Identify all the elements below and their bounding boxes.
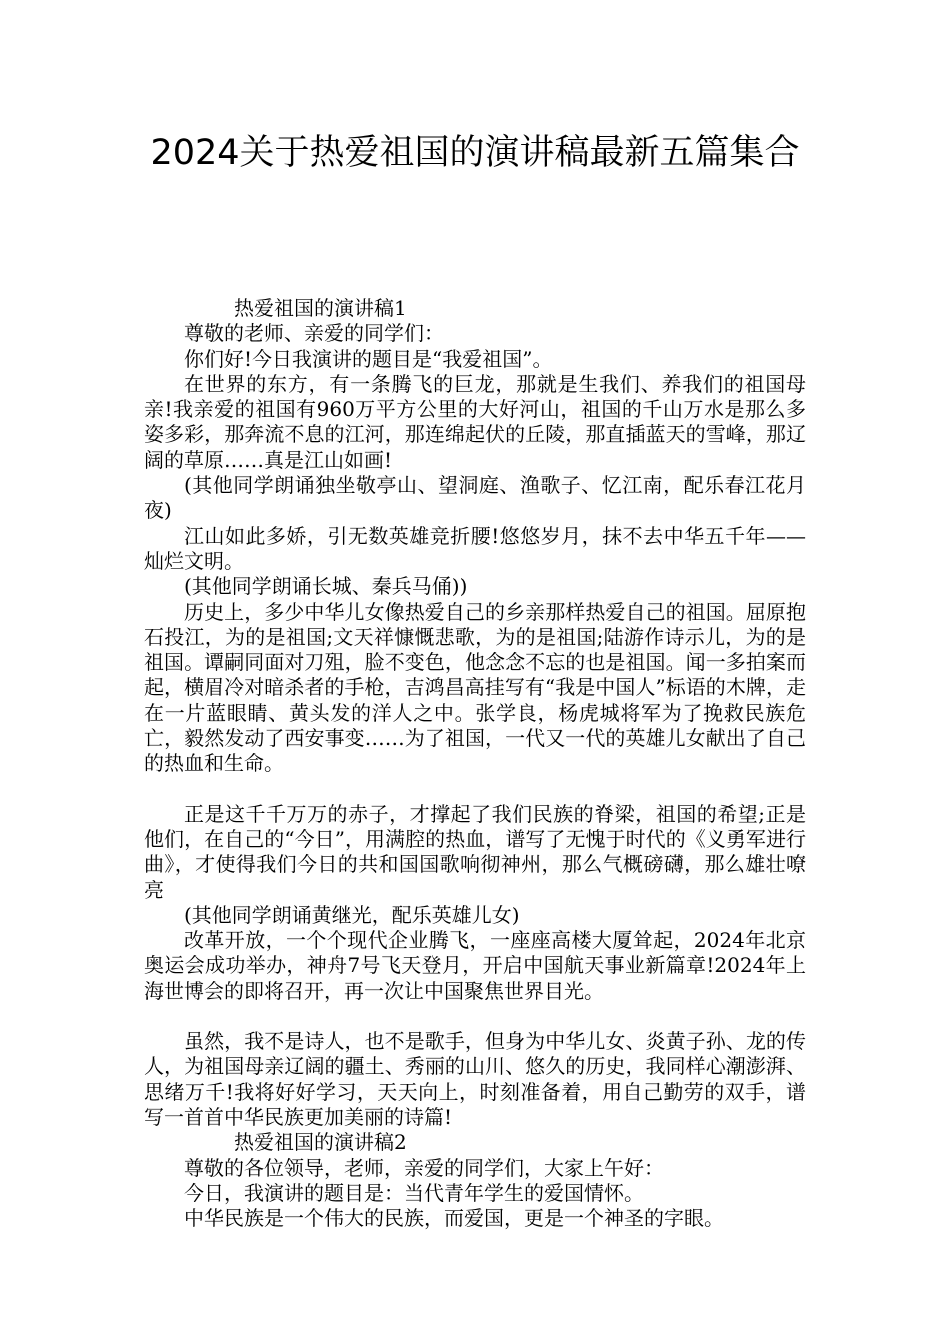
paragraph: 江山如此多娇，引无数英雄竞折腰!悠悠岁月，抹不去中华五千年——灿烂文明。: [144, 523, 806, 573]
paragraph: (其他同学朗诵长城、秦兵马俑)): [184, 574, 468, 599]
blank-line: [144, 777, 806, 802]
paragraph: (其他同学朗诵独坐敬亭山、望洞庭、渔歌子、忆江南，配乐春江花月夜): [144, 473, 806, 523]
salutation-2: 尊敬的各位领导，老师，亲爱的同学们，大家上午好：: [184, 1155, 664, 1180]
section-heading-2: 热爱祖国的演讲稿2: [234, 1130, 407, 1155]
paragraph: 改革开放，一个个现代企业腾飞，一座座高楼大厦耸起，2024年北京奥运会成功举办，神舟7号飞天登月，开启中国航天事业新篇章!2024年上海世博会的即将召开，再一次让中国聚焦世界目光。: [144, 928, 806, 1003]
blank-line: [144, 1004, 806, 1029]
paragraph: 历史上，多少中华儿女像热爱自己的乡亲那样热爱自己的祖国。屈原抱石投江，为的是祖国;文天祥慷慨悲歌，为的是祖国;陆游作诗示儿，为的是祖国。谭嗣同面对刀殂，脸不变色，他念念不忘的也是祖国。闻一多拍案而起，横眉冷对暗杀者的手枪，吉鸿昌高挂写有“我是中国人”标语的木牌，走在一片蓝眼睛、黄头发的洋人之中。张学良，杨虎城将军为了挽救民族危亡，毅然发动了西安事变……为了祖国，一代又一代的英雄儿女献出了自己的热血和生命。: [144, 599, 806, 776]
paragraph: 你们好!今日我演讲的题目是“我爱祖国”。: [184, 346, 553, 371]
paragraph: 今日，我演讲的题目是：当代青年学生的爱国情怀。: [184, 1180, 644, 1205]
salutation-1: 尊敬的老师、亲爱的同学们：: [184, 321, 444, 346]
paragraph: 在世界的东方，有一条腾飞的巨龙，那就是生我们、养我们的祖国母亲!我亲爱的祖国有960万平方公里的大好河山，祖国的千山万水是那么多姿多彩，那奔流不息的江河，那连绵起伏的丘陵，那直插蓝天的雪峰，那辽阔的草原……真是江山如画!: [144, 371, 806, 472]
paragraph: 正是这千千万万的赤子，才撑起了我们民族的脊梁，祖国的希望;正是他们，在自己的“今日”，用满腔的热血，谱写了无愧于时代的《义勇军进行曲》，才使得我们今日的共和国国歌响彻神州，那么气概磅礴，那么雄壮嘹亮: [144, 801, 806, 902]
paragraph: (其他同学朗诵黄继光，配乐英雄儿女): [184, 902, 520, 927]
document-title: 2024关于热爱祖国的演讲稿最新五篇集合: [150, 133, 800, 173]
paragraph: 虽然，我不是诗人，也不是歌手，但身为中华儿女、炎黄子孙、龙的传人，为祖国母亲辽阔的疆土、秀丽的山川、悠久的历史，我同样心潮澎湃、思绪万千!我将好好学习，天天向上，时刻准备着，用自己勤劳的双手，谱写一首首中华民族更加美丽的诗篇!: [144, 1029, 806, 1129]
document-body: [144, 296, 806, 1231]
paragraph: 中华民族是一个伟大的民族，而爱国，更是一个神圣的字眼。: [184, 1206, 724, 1231]
section-heading-1: 热爱祖国的演讲稿1: [234, 296, 407, 320]
